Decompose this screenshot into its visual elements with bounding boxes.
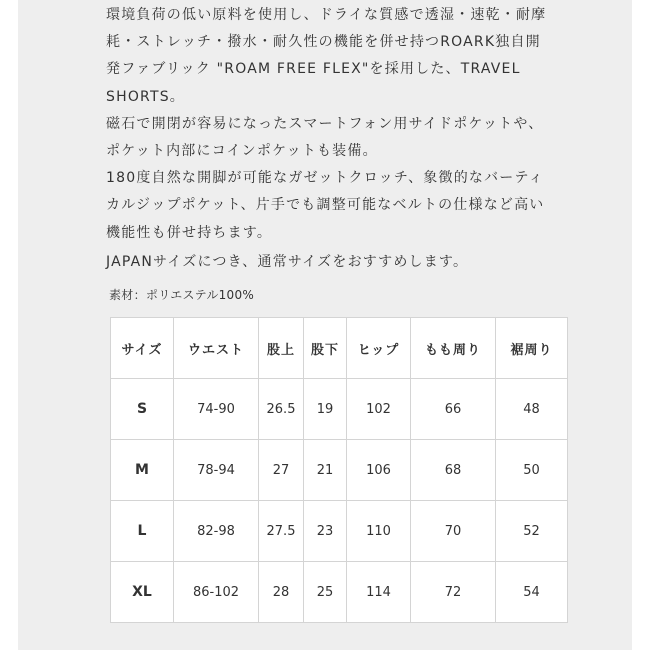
description-paragraph-features <box>106 165 576 247</box>
waist-cell: 78-94 <box>174 440 259 501</box>
description-line: 磁石で開閉が容易になったスマートフォン用サイドポケットや、 <box>106 115 544 132</box>
hem-cell: 48 <box>496 379 568 440</box>
size-table-header-row <box>111 318 568 379</box>
rise-cell: 26.5 <box>259 379 304 440</box>
hip-cell: 102 <box>347 379 411 440</box>
rise-cell: 28 <box>259 562 304 623</box>
header-cell-rise: 股上 <box>259 318 304 379</box>
table-row <box>111 562 568 623</box>
header-cell-thigh: もも周り <box>411 318 496 379</box>
thigh-cell: 66 <box>411 379 496 440</box>
size-label-cell: XL <box>111 562 174 623</box>
rise-cell: 27 <box>259 440 304 501</box>
rise-cell: 27.5 <box>259 501 304 562</box>
size-note: JAPANサイズにつき、通常サイズをおすすめします。 <box>106 253 469 270</box>
inseam-cell: 21 <box>304 440 347 501</box>
table-row <box>111 379 568 440</box>
inseam-cell: 25 <box>304 562 347 623</box>
hip-cell: 106 <box>347 440 411 501</box>
waist-cell: 86-102 <box>174 562 259 623</box>
description-paragraph-pockets <box>106 111 576 165</box>
description-line: 耗・ストレッチ・撥水・耐久性の機能を併せ持つROARK独自開 <box>106 34 541 51</box>
description-line: ポケット内部にコインポケットも装備。 <box>106 143 378 160</box>
waist-cell: 82-98 <box>174 501 259 562</box>
description-line: 180度自然な開脚が可能なガゼットクロッチ、象徴的なバーティ <box>106 170 544 187</box>
thigh-cell: 68 <box>411 440 496 501</box>
header-cell-size: サイズ <box>111 318 174 379</box>
thigh-cell: 72 <box>411 562 496 623</box>
table-row <box>111 440 568 501</box>
header-cell-waist: ウエスト <box>174 318 259 379</box>
description-line: SHORTS。 <box>106 88 185 105</box>
header-cell-hem: 裾周り <box>496 318 568 379</box>
description-line: カルジップポケット、片手でも調整可能なベルトの仕様など高い <box>106 197 545 214</box>
table-row <box>111 501 568 562</box>
size-label-cell: M <box>111 440 174 501</box>
header-cell-inseam: 股下 <box>304 318 347 379</box>
material-info: 素材：ポリエステル100% <box>109 288 255 302</box>
thigh-cell: 70 <box>411 501 496 562</box>
description-paragraph-material <box>106 2 576 111</box>
inseam-cell: 19 <box>304 379 347 440</box>
hem-cell: 52 <box>496 501 568 562</box>
product-description <box>106 0 576 276</box>
description-line: 機能性も併せ持ちます。 <box>106 224 273 241</box>
hem-cell: 54 <box>496 562 568 623</box>
header-cell-hip: ヒップ <box>347 318 411 379</box>
size-label-cell: L <box>111 501 174 562</box>
description-line: 発ファブリック "ROAM FREE FLEX"を採用した、TRAVEL <box>106 61 521 78</box>
inseam-cell: 23 <box>304 501 347 562</box>
waist-cell: 74-90 <box>174 379 259 440</box>
hip-cell: 114 <box>347 562 411 623</box>
size-table <box>110 317 568 623</box>
size-label-cell: S <box>111 379 174 440</box>
hip-cell: 110 <box>347 501 411 562</box>
hem-cell: 50 <box>496 440 568 501</box>
description-line: 環境負荷の低い原料を使用し、ドライな質感で透湿・速乾・耐摩 <box>106 7 547 23</box>
